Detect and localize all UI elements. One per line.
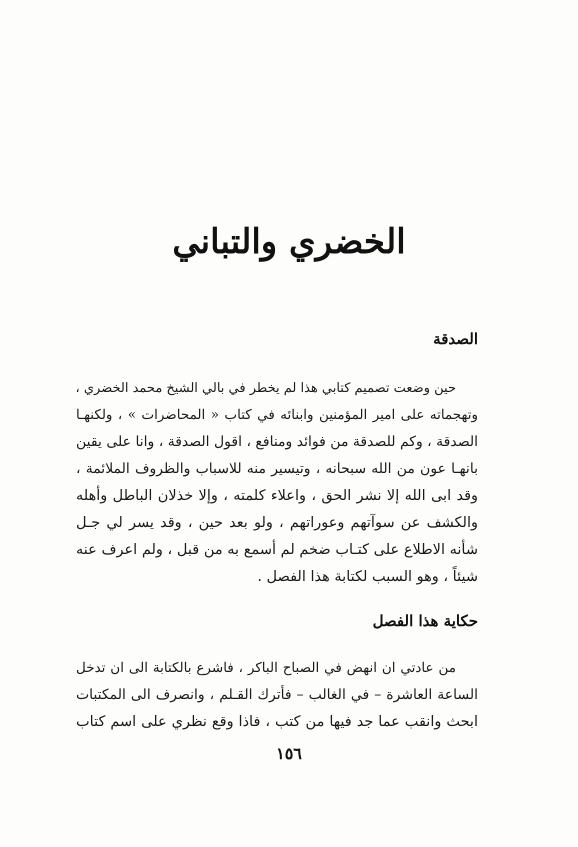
text-line: والكشف عن سوآتهم وعوراتهم ، ولو بعد حين ، وقد يسر لي جـل [76,515,478,531]
text-line: الساعة العاشرة – في الغالب – فأترك القـلم ، وانصرف الى المكتبات [76,687,478,703]
section-heading-charity: الصدقة [433,330,478,348]
text-line: بانهـا عون من الله سبحانه ، وتيسير منه للاسباب والظروف الملائمة ، [76,461,478,477]
text-line: الصدقة ، وكم للصدقة من فوائد ومنافع ، اقول الصدقة ، وانا على يقين [76,434,478,450]
text-line: شيئاً ، وهو السبب لكتابة هذا الفصل . [257,569,478,585]
section-heading-story: حكاية هذا الفصل [372,612,478,630]
chapter-title: الخضري والتباني [172,222,406,262]
text-line: شأنه الاطلاع على كتـاب ضخم لم أسمع به من قبل ، ولم اعرف عنه [76,542,478,558]
section-body-story [76,655,478,736]
text-line: وقد ابى الله إلا نشر الحق ، واعلاء كلمته ، وإلا خذلان الباطل وأهله [76,488,478,504]
text-line: حين وضعت تصميم كتابي هذا لم يخطر في بالي الشيخ محمد الخضري ، [76,381,456,396]
section-body-charity [76,375,478,591]
text-line: ابحث وانقب عما جد فيها من كتب ، فاذا وقع نظري على اسم كتاب [76,714,478,730]
page-number: ١٥٦ [276,744,302,763]
text-line: وتهجماته على امير المؤمنين وابنائه في كتاب « المحاضرات » ، ولكنهـا [76,407,478,423]
text-line: من عادتي ان انهض في الصباح الباكر ، فاشرع بالكتابة الى ان تدخل [76,660,456,676]
